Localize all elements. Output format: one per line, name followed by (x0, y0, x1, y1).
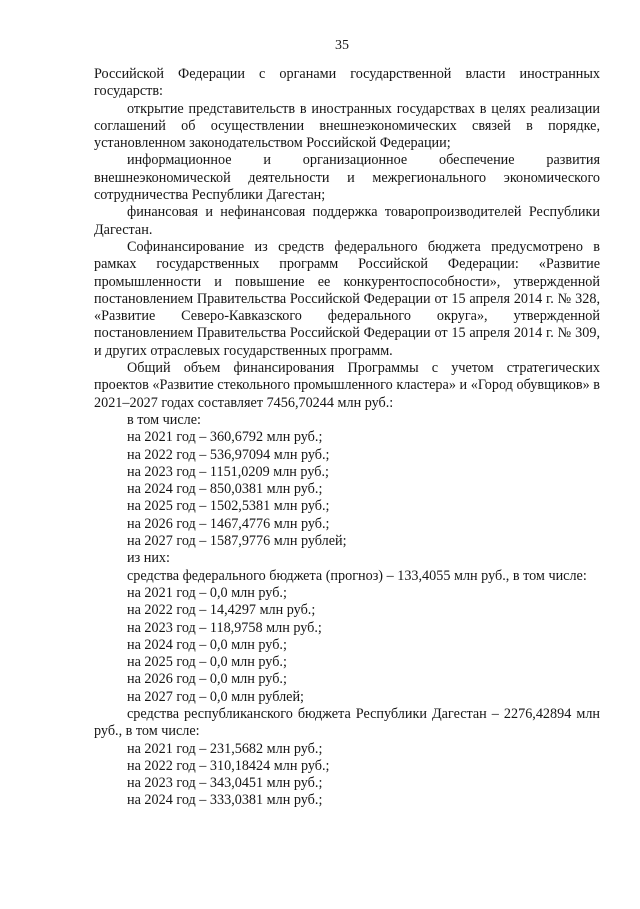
federal-2023: на 2023 год – 118,9758 млн руб.; (127, 619, 322, 636)
federal-budget-heading: средства федерального бюджета (прогноз) – 133,4055 млн руб., в том числе: (127, 567, 587, 584)
federal-2026: на 2026 год – 0,0 млн руб.; (127, 671, 287, 688)
republic-2024: на 2024 год – 333,0381 млн руб.; (127, 792, 323, 809)
total-2026: на 2026 год – 1467,4776 млн руб.; (127, 515, 330, 532)
total-2025: на 2025 год – 1502,5381 млн руб.; (127, 498, 330, 515)
republic-budget-heading: средства республиканского бюджета Республики Дагестан – 2276,42894 млн руб., в том числе: (94, 705, 600, 740)
republic-2023: на 2023 год – 343,0451 млн руб.; (127, 775, 323, 792)
federal-2021: на 2021 год – 0,0 млн руб.; (127, 584, 287, 601)
total-2027: на 2027 год – 1587,9776 млн рублей; (127, 533, 347, 550)
total-2023: на 2023 год – 1151,0209 млн руб.; (127, 463, 329, 480)
page-number: 35 (335, 38, 349, 53)
federal-2027: на 2027 год – 0,0 млн рублей; (127, 688, 304, 705)
total-2024: на 2024 год – 850,0381 млн руб.; (127, 481, 323, 498)
total-2021: на 2021 год – 360,6792 млн руб.; (127, 429, 323, 446)
paragraph-intro-continuation: Российской Федерации с органами государственной власти иностранных государств: (94, 66, 600, 100)
federal-2022: на 2022 год – 14,4297 млн руб.; (127, 602, 316, 619)
paragraph-financial-support: финансовая и нефинансовая поддержка товаропроизводителей Республики Дагестан. (94, 204, 600, 238)
paragraph-total-financing: Общий объем финансирования Программы с учетом стратегических проектов «Развитие стекольного промышленного кластера» и «Город обувщиков» в 2021–2027 годах составляет 7456,70244 млн руб.: (94, 360, 600, 411)
federal-2024: на 2024 год – 0,0 млн руб.; (127, 636, 287, 653)
total-2022: на 2022 год – 536,97094 млн руб.; (127, 446, 330, 463)
of-which-label: из них: (127, 550, 170, 567)
paragraph-information-support: информационное и организационное обеспечение развития внешнеэкономической деятельности и межрегионального экономического сотрудничества Республики Дагестан; (94, 152, 600, 204)
paragraph-representations: открытие представительств в иностранных государствах в целях реализации соглашений об осуществлении внешнеэкономических связей в порядке, установленном законодательством Российской Федерации; (94, 100, 600, 152)
republic-2022: на 2022 год – 310,18424 млн руб.; (127, 757, 330, 774)
republic-2021: на 2021 год – 231,5682 млн руб.; (127, 740, 323, 757)
total-intro: в том числе: (127, 411, 201, 428)
federal-2025: на 2025 год – 0,0 млн руб.; (127, 654, 287, 671)
paragraph-cofinancing: Софинансирование из средств федерального бюджета предусмотрено в рамках государственных программ Российской Федерации: «Развитие промышленности и повышение ее конкурентоспособности», утвержденной постановлением Правительства Российской Федерации от 15 апреля 2014 г. № 328, «Развитие Северо-Кавказского федерального округа», утвержденной постановлением Правительства Российской Федерации от 15 апреля 2014 г. № 309, и других отраслевых государственных программ. (94, 238, 600, 359)
